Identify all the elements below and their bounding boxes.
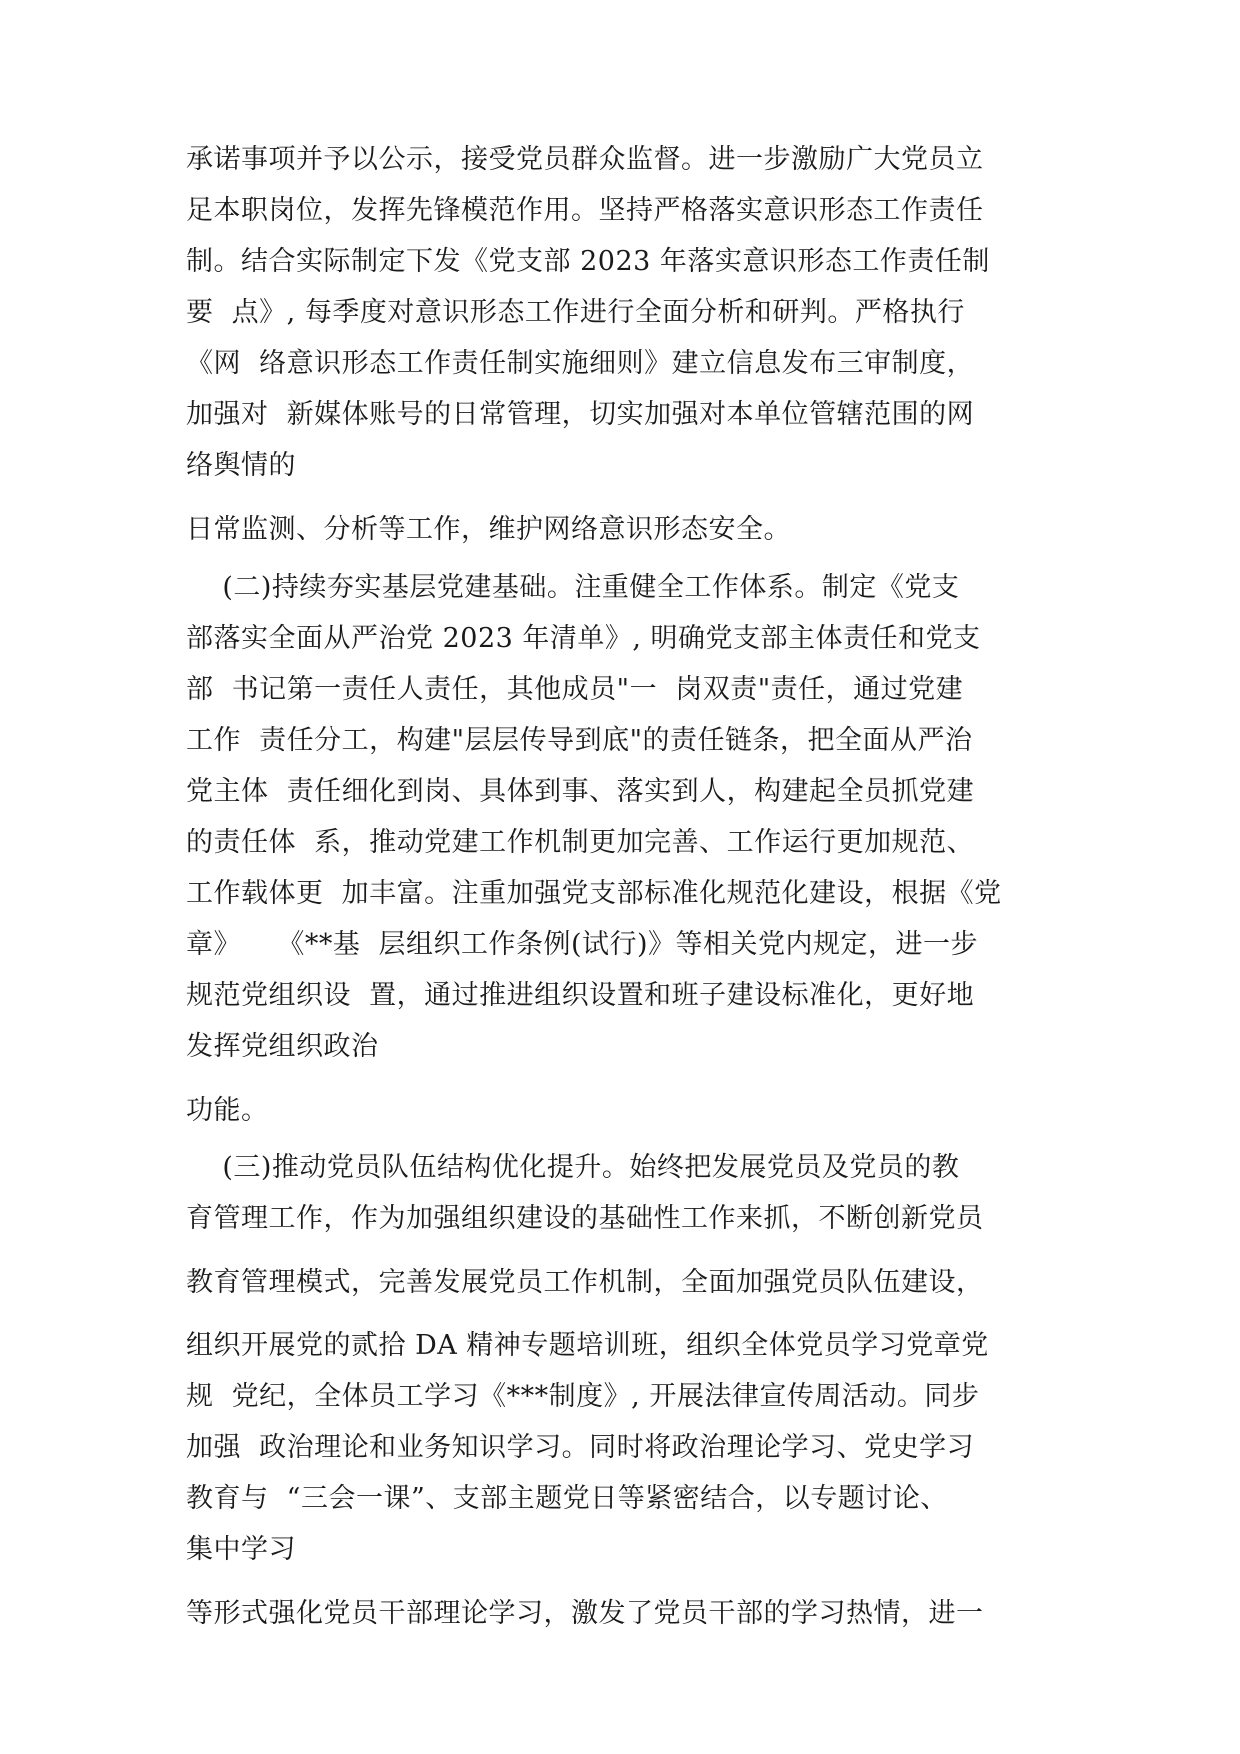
text-line: 工作 责任分工，构建"层层传导到底"的责任链条，把全面从严治 — [186, 725, 973, 756]
text-line: 部 书记第一责任人责任，其他成员"一 岗双责"责任，通过党建 — [186, 674, 964, 705]
text-line: 规范党组织设 置，通过推进组织设置和班子建设标准化，更好地 — [186, 980, 975, 1011]
text-line: 组织开展党的贰拾 DA 精神专题培训班，组织全体党员学习党章党 — [186, 1330, 989, 1361]
text-line: 章》 《**基 层组织工作条例(试行)》等相关党内规定，进一步 — [186, 929, 979, 960]
text-line: 功能。 — [186, 1095, 269, 1126]
text-line: 要 点》, 每季度对意识形态工作进行全面分析和研判。严格执行 — [186, 297, 965, 328]
text-line: 党主体 责任细化到岗、具体到事、落实到人，构建起全员抓党建 — [186, 776, 975, 807]
text-line: 部落实全面从严治党 2023 年清单》, 明确党支部主体责任和党支 — [186, 623, 981, 654]
text-line: 制。结合实际制定下发《党支部 2023 年落实意识形态工作责任制 — [186, 246, 990, 277]
text-line: 等形式强化党员干部理论学习，激发了党员干部的学习热情，进一 — [186, 1598, 984, 1629]
text-line: 日常监测、分析等工作，维护网络意识形态安全。 — [186, 514, 791, 545]
text-line: 教育与 “三会一课”、支部主题党日等紧密结合，以专题讨论、 — [186, 1483, 948, 1514]
text-line: 工作载体更 加丰富。注重加强党支部标准化规范化建设，根据《党 — [186, 878, 1002, 909]
text-line: 集中学习 — [186, 1534, 296, 1565]
text-line: 承诺事项并予以公示，接受党员群众监督。进一步激励广大党员立 — [186, 144, 984, 175]
text-line: 发挥党组织政治 — [186, 1031, 379, 1062]
text-line: 加强对 新媒体账号的日常管理，切实加强对本单位管辖范围的网 — [186, 399, 975, 430]
text-line: 加强 政治理论和业务知识学习。同时将政治理论学习、党史学习 — [186, 1432, 975, 1463]
text-line: 《网 络意识形态工作责任制实施细则》建立信息发布三审制度， — [186, 348, 975, 379]
text-line: 络舆情的 — [186, 450, 296, 481]
text-line: 教育管理模式，完善发展党员工作机制，全面加强党员队伍建设， — [186, 1267, 984, 1298]
paragraph-heading-2: (二)持续夯实基层党建基础。注重健全工作体系。制定《党支 — [186, 572, 960, 603]
paragraph-heading-3: (三)推动党员队伍结构优化提升。始终把发展党员及党员的教 — [186, 1152, 960, 1183]
text-line: 规 党纪，全体员工学习《***制度》, 开展法律宣传周活动。同步 — [186, 1381, 980, 1412]
text-line: 的责任体 系，推动党建工作机制更加完善、工作运行更加规范、 — [186, 827, 975, 858]
text-line: 育管理工作，作为加强组织建设的基础性工作来抓，不断创新党员 — [186, 1203, 984, 1234]
text-line: 足本职岗位，发挥先锋模范作用。坚持严格落实意识形态工作责任 — [186, 195, 984, 226]
